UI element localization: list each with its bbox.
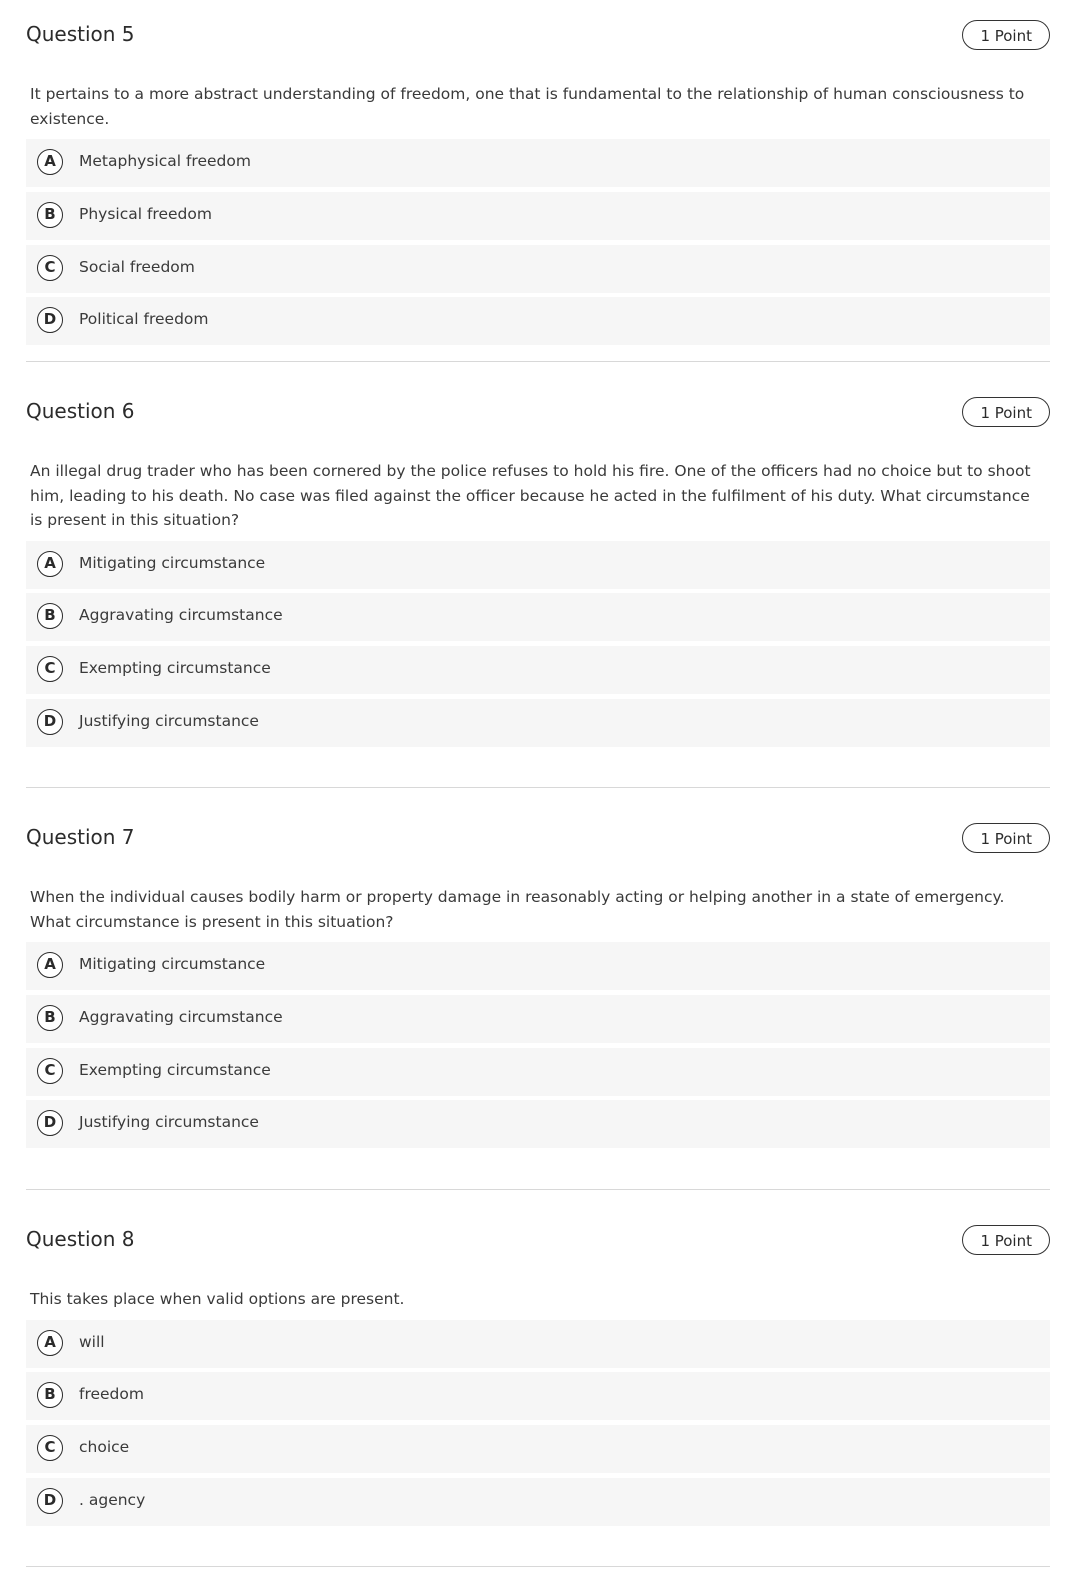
points-badge: 1 Point xyxy=(962,397,1050,427)
option-letter-badge: B xyxy=(37,603,63,629)
option-label: Political freedom xyxy=(79,310,209,329)
option-label: choice xyxy=(79,1438,130,1457)
option-label: Justifying circumstance xyxy=(79,711,259,730)
question-title: Question 7 xyxy=(26,825,135,849)
option-letter-badge: C xyxy=(37,1435,63,1461)
option-letter-badge: B xyxy=(37,202,63,228)
option-label: Aggravating circumstance xyxy=(79,1007,283,1026)
option-letter-badge: B xyxy=(37,1005,63,1031)
question-text: An illegal drug trader who has been cornered by the police refuses to hold his fire. One of the officers had no choice but to shoot him, leading to his death. No case was filed against the officer because he acted in the fulfilment of his duty. What circumstance is present in this situation? xyxy=(30,462,1031,529)
question-header xyxy=(26,20,1050,56)
question-header xyxy=(26,823,1050,859)
option-letter-badge: D xyxy=(37,1110,63,1136)
option-a[interactable] xyxy=(26,139,1050,187)
points-badge: 1 Point xyxy=(962,20,1050,50)
option-a[interactable] xyxy=(26,541,1050,589)
option-letter-badge: C xyxy=(37,1058,63,1084)
option-label: Exempting circumstance xyxy=(79,1060,271,1079)
option-label: . agency xyxy=(79,1490,146,1509)
question-7 xyxy=(26,823,1050,1153)
question-divider xyxy=(26,787,1050,788)
option-label: Metaphysical freedom xyxy=(79,152,251,170)
option-letter-badge: A xyxy=(37,952,63,978)
option-label: Physical freedom xyxy=(79,204,212,223)
option-a[interactable] xyxy=(26,942,1050,990)
option-letter-badge: B xyxy=(37,1382,63,1408)
option-label: Exempting circumstance xyxy=(79,659,271,678)
question-title: Question 8 xyxy=(26,1227,135,1251)
question-header xyxy=(26,397,1050,433)
option-c[interactable] xyxy=(26,245,1050,293)
option-letter-badge: D xyxy=(37,1488,63,1514)
question-text: It pertains to a more abstract understanding of freedom, one that is fundamental to the relationship of human consciousness to existence. xyxy=(30,85,1025,128)
option-label: Social freedom xyxy=(79,257,195,276)
question-header xyxy=(26,1225,1050,1261)
option-label: Mitigating circumstance xyxy=(79,955,266,973)
option-letter-badge: C xyxy=(37,255,63,281)
question-text: When the individual causes bodily harm or property damage in reasonably acting or helping another in a state of emergency. What circumstance is present in this situation? xyxy=(30,888,1005,931)
option-letter-badge: C xyxy=(37,656,63,682)
option-c[interactable] xyxy=(26,1425,1050,1473)
question-6 xyxy=(26,397,1050,752)
question-divider xyxy=(26,1189,1050,1190)
options-list xyxy=(26,541,1050,747)
option-d[interactable] xyxy=(26,699,1050,747)
question-text: This takes place when valid options are present. xyxy=(30,1290,405,1308)
option-d[interactable] xyxy=(26,297,1050,345)
option-b[interactable] xyxy=(26,1372,1050,1420)
option-label: Aggravating circumstance xyxy=(79,606,283,625)
option-b[interactable] xyxy=(26,995,1050,1043)
option-c[interactable] xyxy=(26,1048,1050,1096)
option-label: Justifying circumstance xyxy=(79,1113,259,1132)
points-badge: 1 Point xyxy=(962,823,1050,853)
option-d[interactable] xyxy=(26,1100,1050,1148)
question-divider xyxy=(26,1566,1050,1567)
options-list xyxy=(26,139,1050,345)
option-a[interactable] xyxy=(26,1320,1050,1368)
question-title: Question 5 xyxy=(26,22,135,46)
question-8 xyxy=(26,1225,1050,1531)
option-c[interactable] xyxy=(26,646,1050,694)
option-b[interactable] xyxy=(26,593,1050,641)
options-list xyxy=(26,942,1050,1148)
option-letter-badge: A xyxy=(37,551,63,577)
option-b[interactable] xyxy=(26,192,1050,240)
option-letter-badge: A xyxy=(37,149,63,175)
option-label: freedom xyxy=(79,1385,144,1404)
option-letter-badge: A xyxy=(37,1330,63,1356)
question-divider xyxy=(26,361,1050,362)
option-d[interactable] xyxy=(26,1478,1050,1526)
points-badge: 1 Point xyxy=(962,1225,1050,1255)
option-letter-badge: D xyxy=(37,307,63,333)
question-5 xyxy=(26,20,1050,350)
options-list xyxy=(26,1320,1050,1526)
option-label: Mitigating circumstance xyxy=(79,553,266,572)
option-label: will xyxy=(79,1332,105,1351)
option-letter-badge: D xyxy=(37,709,63,735)
question-title: Question 6 xyxy=(26,399,135,423)
